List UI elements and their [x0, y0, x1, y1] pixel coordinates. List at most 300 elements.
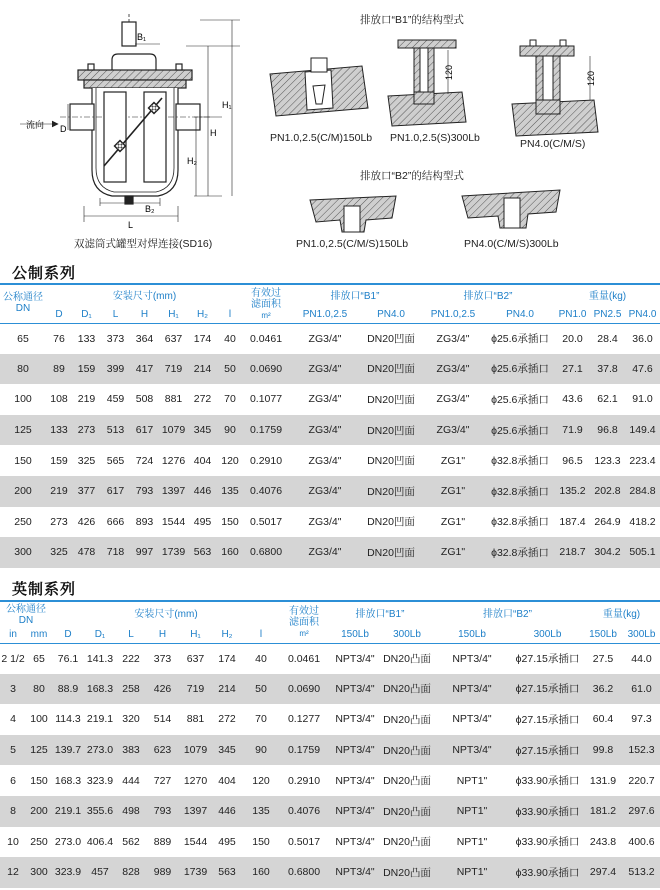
table-cell: 881	[186, 713, 205, 726]
table-cell: 272	[218, 713, 236, 726]
b1-caption-b: PN1.0,2.5(S)300Lb	[390, 132, 480, 144]
table-cell: 637	[186, 652, 205, 665]
table-cell: 65	[33, 652, 45, 665]
table-cell: 96.8	[590, 415, 625, 446]
table-cell: NPT3/4"	[328, 735, 382, 766]
table-cell: 220.7	[628, 774, 655, 787]
table-cell: 563	[212, 857, 242, 888]
main-drawing-caption: 双滤筒式罐型对焊连接(SD16)	[74, 238, 213, 250]
table-cell: 1739	[159, 537, 188, 568]
table-cell: 90	[217, 415, 243, 446]
table-cell: ϕ33.90承插口	[515, 836, 580, 849]
table-cell: 114.3	[55, 713, 81, 726]
b1-detail-drawings	[270, 40, 598, 136]
metric-col-header: H₂	[188, 306, 217, 323]
table-cell: 623	[146, 735, 179, 766]
table-cell: 297.6	[623, 796, 660, 827]
table-cell: 989	[146, 857, 179, 888]
table-cell: 222	[122, 652, 140, 665]
imperial-col-header: H₂	[212, 626, 242, 643]
table-cell: 323.9	[86, 774, 114, 787]
table-cell: 36.2	[583, 674, 623, 705]
table-cell: 1544	[183, 835, 208, 848]
table-cell: 223.4	[629, 454, 656, 467]
table-row	[0, 323, 660, 354]
table-cell: 457	[84, 857, 116, 888]
table-cell: 99.8	[583, 735, 623, 766]
table-cell: 320	[122, 713, 140, 726]
table-cell: 123.3	[594, 454, 621, 467]
table-cell: 214	[188, 354, 217, 385]
table-cell: 563	[188, 537, 217, 568]
table-cell: 141.3	[86, 652, 114, 665]
table-cell: 71.9	[555, 415, 590, 446]
table-cell: 27.5	[592, 652, 614, 665]
table-cell: 997	[130, 537, 159, 568]
table-cell: 345	[212, 735, 242, 766]
table-cell: 719	[179, 674, 212, 705]
table-cell: 150	[14, 454, 32, 467]
imperial-head-b2: 排放口“B2”	[483, 609, 532, 620]
table-cell: 718	[101, 537, 130, 568]
table-cell: 514	[153, 713, 172, 726]
table-cell: ZG1"	[440, 454, 466, 467]
table-cell: 404	[218, 774, 236, 787]
table-cell: 325	[77, 454, 96, 467]
label-H: H	[210, 128, 217, 138]
table-cell: 666	[106, 515, 125, 528]
table-cell: 0.1277	[287, 713, 321, 726]
table-cell: 133	[46, 415, 72, 446]
imperial-col-header: 150Lb	[328, 626, 382, 643]
table-cell: 187.4	[559, 515, 586, 528]
table-row	[0, 796, 660, 827]
table-cell: 76.1	[57, 652, 79, 665]
table-row	[0, 643, 660, 674]
table-cell: 100	[14, 393, 32, 406]
table-cell: 304.2	[590, 537, 625, 568]
table-cell: 214	[212, 674, 242, 705]
table-cell: 1739	[179, 857, 212, 888]
table-cell: 96.5	[562, 454, 583, 467]
table-cell: 90	[242, 735, 280, 766]
table-cell: 168.3	[84, 674, 116, 705]
technical-drawings	[0, 0, 660, 258]
table-cell: NPT1"	[456, 835, 488, 848]
table-cell: 323.9	[52, 857, 84, 888]
dim-120-c: 120	[586, 70, 596, 86]
table-cell: 828	[116, 857, 146, 888]
imperial-head-install: 安装尺寸(mm)	[134, 609, 198, 620]
table-cell: 44.0	[631, 652, 652, 665]
table-cell: 793	[130, 476, 159, 507]
table-cell: 70	[255, 713, 267, 726]
imperial-col-header: H	[146, 626, 179, 643]
imperial-col-header: 150Lb	[583, 626, 623, 643]
metric-head-filter-text: 有效过 滤面积	[251, 287, 281, 310]
table-cell: 0.6800	[280, 857, 328, 888]
table-cell: 373	[106, 332, 125, 345]
table-cell: 300	[0, 537, 46, 568]
table-cell: 202.8	[590, 476, 625, 507]
metric-head-dn: 公称通径 DN	[0, 286, 46, 323]
table-cell: ϕ25.6承插口	[485, 415, 555, 446]
table-cell: NPT3/4"	[335, 652, 375, 665]
table-cell: 0.1759	[243, 415, 289, 446]
table-cell: NPT3/4"	[335, 713, 375, 726]
table-cell: ZG3/4"	[289, 476, 361, 507]
table-cell: NPT3/4"	[452, 713, 492, 726]
table-cell: 364	[135, 332, 154, 345]
table-cell: 1079	[159, 415, 188, 446]
table-cell: 76	[53, 332, 65, 345]
table-cell: 1397	[179, 796, 212, 827]
table-cell: ZG1"	[421, 476, 485, 507]
b2-detail-drawings	[310, 190, 560, 232]
metric-col-header: H₁	[159, 306, 188, 323]
table-cell: 150	[221, 515, 239, 528]
table-cell: ZG3/4"	[436, 332, 470, 345]
imperial-section-title: 英制系列	[12, 580, 77, 598]
table-row	[0, 674, 660, 705]
table-cell: ϕ25.6承插口	[485, 354, 555, 385]
table-cell: ZG1"	[440, 515, 466, 528]
table-cell: 0.0690	[243, 354, 289, 385]
b1-caption-a: PN1.0,2.5(C/M)150Lb	[270, 132, 373, 144]
table-cell: 43.6	[562, 393, 583, 406]
table-cell: 0.5017	[249, 515, 283, 528]
imperial-col-header: D₁	[84, 626, 116, 643]
label-flow: 流向	[26, 121, 45, 131]
imperial-col-header: D	[52, 626, 84, 643]
table-cell: 135.2	[555, 476, 590, 507]
table-cell: 60.4	[592, 713, 614, 726]
metric-head-install: 安装尺寸(mm)	[112, 290, 177, 302]
table-cell: 617	[130, 415, 159, 446]
table-cell: NPT3/4"	[335, 774, 375, 787]
metric-section-title: 公制系列	[12, 264, 77, 282]
table-cell: 88.9	[52, 674, 84, 705]
table-cell: 637	[164, 332, 183, 345]
table-cell: 1397	[159, 476, 188, 507]
table-cell: 135	[217, 476, 243, 507]
table-cell: 724	[135, 454, 154, 467]
table-cell: 50	[217, 354, 243, 385]
table-row	[0, 735, 660, 766]
table-row	[0, 415, 660, 446]
imperial-head-filter-text: 有效过 滤面积	[289, 606, 319, 629]
table-cell: 0.0461	[249, 332, 283, 345]
table-cell: 219	[77, 393, 96, 406]
imperial-col-header: 150Lb	[432, 626, 512, 643]
table-cell: ZG3/4"	[436, 393, 470, 406]
imperial-spec-table	[0, 603, 660, 888]
table-cell: 562	[122, 835, 140, 848]
table-cell: 159	[50, 454, 68, 467]
table-cell: 80	[26, 674, 52, 705]
metric-col-header: L	[101, 306, 130, 323]
metric-col-header: H	[130, 306, 159, 323]
b1-caption-c: PN4.0(C/M/S)	[520, 138, 586, 150]
table-cell: 0.5017	[287, 835, 321, 848]
table-cell: NPT3/4"	[328, 857, 382, 888]
table-row	[0, 827, 660, 858]
table-cell: 37.8	[590, 354, 625, 385]
b2-caption-a: PN1.0,2.5(C/M/S)150Lb	[296, 238, 409, 250]
table-cell: 513	[101, 415, 130, 446]
table-cell: ϕ32.8承插口	[491, 455, 549, 468]
table-row	[0, 857, 660, 888]
table-row	[0, 537, 660, 568]
table-cell: 617	[101, 476, 130, 507]
table-cell: 0.2910	[249, 454, 283, 467]
table-cell: 426	[77, 515, 96, 528]
metric-col-header: PN4.0	[361, 306, 421, 323]
table-row	[0, 765, 660, 796]
table-cell: DN20凹面	[361, 354, 421, 385]
table-cell: DN20凸面	[382, 857, 432, 888]
table-cell: ϕ27.15承插口	[515, 653, 580, 666]
table-cell: ZG3/4"	[289, 354, 361, 385]
table-cell: 168.3	[54, 774, 82, 787]
table-cell: 160	[242, 857, 280, 888]
table-cell: DN20凹面	[361, 476, 421, 507]
table-cell: ZG3/4"	[308, 332, 342, 345]
table-cell: 498	[116, 796, 146, 827]
imperial-head-dn: 公称通径 DN	[6, 604, 46, 626]
table-cell: 6	[10, 774, 16, 787]
imperial-col-header: 300Lb	[512, 626, 583, 643]
table-cell: 62.1	[597, 393, 618, 406]
table-cell: 400.6	[628, 835, 655, 848]
table-cell: 0.6800	[243, 537, 289, 568]
table-row	[0, 507, 660, 538]
table-cell: 881	[164, 393, 183, 406]
table-cell: 418.2	[629, 515, 656, 528]
table-cell: 219.1	[52, 796, 84, 827]
table-cell: 131.9	[589, 774, 617, 787]
table-cell: 174	[193, 332, 212, 345]
metric-col-header: D	[46, 306, 72, 323]
table-cell: 152.3	[623, 735, 660, 766]
table-cell: 889	[153, 835, 172, 848]
table-cell: 89	[46, 354, 72, 385]
table-cell: DN20凹面	[367, 393, 415, 406]
label-B1: B₁	[137, 32, 147, 42]
table-cell: 0.2910	[287, 774, 321, 787]
table-cell: 1270	[183, 774, 208, 787]
imperial-col-header: in	[0, 626, 26, 643]
label-B2: B₂	[145, 204, 155, 214]
table-cell: DN20凸面	[382, 735, 432, 766]
table-cell: DN20凹面	[367, 333, 415, 346]
table-cell: 160	[217, 537, 243, 568]
table-cell: 0.4076	[280, 796, 328, 827]
table-cell: 219	[46, 476, 72, 507]
table-cell: 373	[153, 652, 172, 665]
table-row	[0, 384, 660, 415]
metric-col-header: PN2.5	[590, 306, 625, 323]
table-cell: 61.0	[623, 674, 660, 705]
table-cell: 300	[26, 857, 52, 888]
table-cell: 417	[130, 354, 159, 385]
table-cell: 250	[14, 515, 32, 528]
table-cell: 3	[0, 674, 26, 705]
table-cell: DN20凹面	[367, 455, 415, 468]
table-cell: ϕ32.8承插口	[491, 516, 549, 529]
table-cell: 345	[188, 415, 217, 446]
table-cell: 0.1077	[249, 393, 283, 406]
table-cell: ZG3/4"	[308, 393, 342, 406]
table-cell: 495	[193, 515, 212, 528]
table-cell: 325	[46, 537, 72, 568]
table-cell: 120	[221, 454, 239, 467]
table-cell: DN20凹面	[361, 415, 421, 446]
table-cell: 65	[17, 332, 29, 345]
table-cell: 120	[252, 774, 270, 787]
table-cell: 40	[255, 652, 267, 665]
table-cell: 218.7	[555, 537, 590, 568]
table-cell: 505.1	[625, 537, 660, 568]
table-cell: ϕ33.90承插口	[512, 857, 583, 888]
table-cell: DN20凹面	[361, 537, 421, 568]
metric-spec-table	[0, 286, 660, 568]
table-cell: ϕ32.8承插口	[485, 476, 555, 507]
imperial-col-header: l	[242, 626, 280, 643]
table-cell: ϕ32.8承插口	[485, 537, 555, 568]
table-cell: 100	[30, 713, 48, 726]
table-cell: 426	[146, 674, 179, 705]
table-cell: 108	[50, 393, 68, 406]
table-cell: 719	[159, 354, 188, 385]
metric-col-header: PN1.0	[555, 306, 590, 323]
metric-col-header: PN1.0,2.5	[421, 306, 485, 323]
table-cell: 478	[72, 537, 101, 568]
table-cell: NPT3/4"	[432, 674, 512, 705]
table-cell: 125	[0, 415, 46, 446]
table-cell: 91.0	[632, 393, 653, 406]
table-cell: ϕ33.90承插口	[512, 796, 583, 827]
table-cell: 125	[26, 735, 52, 766]
table-cell: 793	[146, 796, 179, 827]
table-cell: 446	[212, 796, 242, 827]
table-cell: 1544	[161, 515, 186, 528]
table-cell: 399	[101, 354, 130, 385]
table-cell: NPT3/4"	[328, 796, 382, 827]
table-cell: 495	[218, 835, 236, 848]
b2-caption-b: PN4.0(C/M/S)300Lb	[464, 238, 559, 250]
table-cell: NPT1"	[456, 774, 488, 787]
table-cell: NPT1"	[432, 796, 512, 827]
table-cell: 20.0	[562, 332, 583, 345]
metric-head-b2: 排放口“B2”	[463, 290, 513, 302]
table-cell: NPT3/4"	[328, 674, 382, 705]
table-cell: 377	[72, 476, 101, 507]
imperial-divider	[0, 600, 660, 602]
table-cell: 250	[30, 835, 48, 848]
table-cell: DN20凸面	[383, 775, 431, 788]
imperial-col-header: 300Lb	[382, 626, 432, 643]
table-cell: 219.1	[86, 713, 114, 726]
imperial-col-header: L	[116, 626, 146, 643]
table-cell: NPT3/4"	[452, 652, 492, 665]
table-cell: ZG3/4"	[421, 415, 485, 446]
table-cell: 264.9	[594, 515, 621, 528]
b1-structure-title: 排放口“B1”的结构型式	[360, 14, 464, 26]
table-cell: 27.1	[555, 354, 590, 385]
table-cell: DN20凸面	[383, 836, 431, 849]
label-H2: H₂	[187, 156, 197, 166]
table-cell: 273.0	[54, 835, 82, 848]
metric-col-header: PN4.0	[485, 306, 555, 323]
table-cell: 444	[122, 774, 140, 787]
table-row	[0, 445, 660, 476]
table-cell: 459	[106, 393, 125, 406]
b2-structure-title: 排放口“B2”的结构型式	[360, 170, 464, 182]
table-cell: DN20凸面	[383, 713, 431, 726]
metric-head-filter-area	[243, 286, 289, 323]
imperial-head-filter-area	[280, 603, 328, 643]
table-cell: NPT3/4"	[335, 835, 375, 848]
table-cell: ZG3/4"	[289, 415, 361, 446]
table-cell: 0.1759	[280, 735, 328, 766]
table-cell: 273.0	[84, 735, 116, 766]
table-cell: 243.8	[589, 835, 617, 848]
table-cell: DN20凸面	[382, 674, 432, 705]
table-cell: 284.8	[625, 476, 660, 507]
label-L: L	[128, 220, 134, 230]
table-cell: ϕ27.15承插口	[512, 674, 583, 705]
table-cell: ZG3/4"	[308, 454, 342, 467]
table-cell: NPT1"	[432, 857, 512, 888]
imperial-head-weight: 重量(kg)	[602, 609, 641, 620]
table-cell: 565	[106, 454, 125, 467]
table-cell: ZG3/4"	[308, 515, 342, 528]
table-cell: 50	[242, 674, 280, 705]
dim-120-b: 120	[444, 64, 454, 80]
table-cell: ϕ27.15承插口	[512, 735, 583, 766]
table-cell: 80	[0, 354, 46, 385]
table-cell: ϕ25.6承插口	[491, 393, 549, 406]
metric-head-weight: 重量(kg)	[588, 290, 627, 302]
table-cell: 10	[7, 835, 19, 848]
metric-divider	[0, 283, 660, 285]
table-cell: 4	[10, 713, 16, 726]
table-cell: ZG3/4"	[421, 354, 485, 385]
table-cell: 893	[135, 515, 154, 528]
table-cell: ZG1"	[421, 537, 485, 568]
table-cell: 159	[72, 354, 101, 385]
table-cell: DN20凸面	[383, 653, 431, 666]
table-cell: ϕ27.15承插口	[515, 713, 580, 726]
table-cell: 406.4	[86, 835, 114, 848]
imperial-head-b1: 排放口“B1”	[355, 609, 405, 620]
metric-col-header: D₁	[72, 306, 101, 323]
table-cell: 0.4076	[243, 476, 289, 507]
table-cell: 8	[0, 796, 26, 827]
table-row	[0, 354, 660, 385]
table-cell: 36.0	[632, 332, 653, 345]
table-cell: 404	[193, 454, 212, 467]
metric-col-header: PN1.0,2.5	[289, 306, 361, 323]
table-cell: 150	[30, 774, 48, 787]
table-cell: 133	[77, 332, 96, 345]
table-cell: DN20凸面	[382, 796, 432, 827]
drawings-area	[0, 0, 660, 258]
metric-col-header: PN4.0	[625, 306, 660, 323]
table-cell: 139.7	[52, 735, 84, 766]
table-cell: DN20凹面	[367, 516, 415, 529]
